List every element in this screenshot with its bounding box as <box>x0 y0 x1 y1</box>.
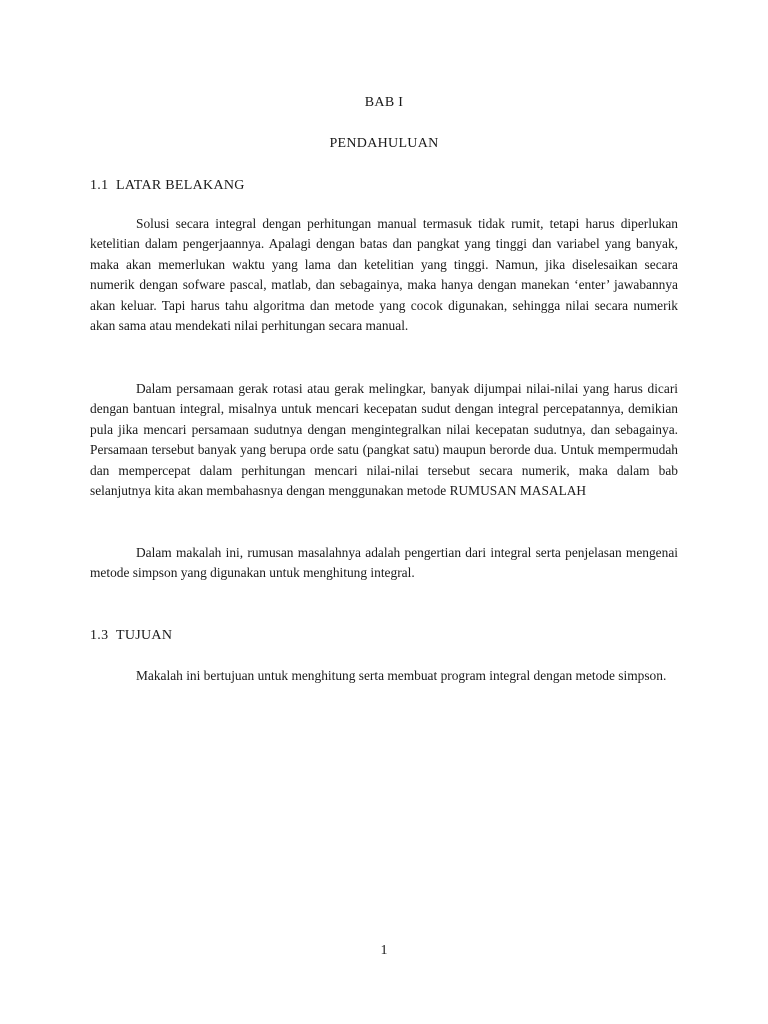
paragraph-rumusan-masalah: Dalam makalah ini, rumusan masalahnya adalah pengertian dari integral serta penjelasan mengenai metode simpson yang digunakan untuk menghitung integral. <box>90 545 678 581</box>
page-number: 1 <box>380 943 388 958</box>
section-number: 1.3 <box>90 628 109 643</box>
paragraph-latar-belakang-2: Dalam persamaan gerak rotasi atau gerak melingkar, banyak dijumpai nilai-nilai yang harus dicari dengan bantuan integral, misalnya untuk mencari kecepatan sudut dengan integral percepatannya, demikian pula jika mencari persamaan sudutnya dengan mengintegralkan nilai kecepatan sudutnya, dan sebagainya. Persamaan tersebut banyak yang berupa orde satu (pangkat satu) maupun berorde dua. Untuk mempermudah dan mempercepat dalam perhitungan mencari nilai-nilai tersebut secara numerik, maka dalam bab selanjutnya kita akan membahasnya dengan menggunakan metode RUMUSAN MASALAH <box>90 381 678 499</box>
chapter-title: PENDAHULUAN <box>329 136 439 151</box>
section-number: 1.1 <box>90 178 109 193</box>
section-title: TUJUAN <box>116 628 173 643</box>
section-heading-tujuan <box>90 626 172 646</box>
section-heading-latar-belakang <box>90 176 245 196</box>
section-title: LATAR BELAKANG <box>116 178 245 193</box>
paragraph-tujuan: Makalah ini bertujuan untuk menghitung serta membuat program integral dengan metode simpson. <box>136 668 667 683</box>
paragraph-latar-belakang-1: Solusi secara integral dengan perhitungan manual termasuk tidak rumit, tetapi harus diperlukan ketelitian dalam pengerjaannya. Apalagi dengan batas dan pangkat yang tinggi dan variabel yang banyak, maka akan memerlukan waktu yang lama dan ketelitian yang tinggi. Namun, jika diselesaikan secara numerik dengan sofware pascal, matlab, dan sebagainya, maka hanya dengan manekan ‘enter’ jawabannya akan keluar. Tapi harus tahu algoritma dan metode yang cocok digunakan, sehingga nilai secara numerik akan sama atau mendekati nilai perhitungan secara manual. <box>90 216 678 334</box>
chapter-label: BAB I <box>364 95 404 110</box>
